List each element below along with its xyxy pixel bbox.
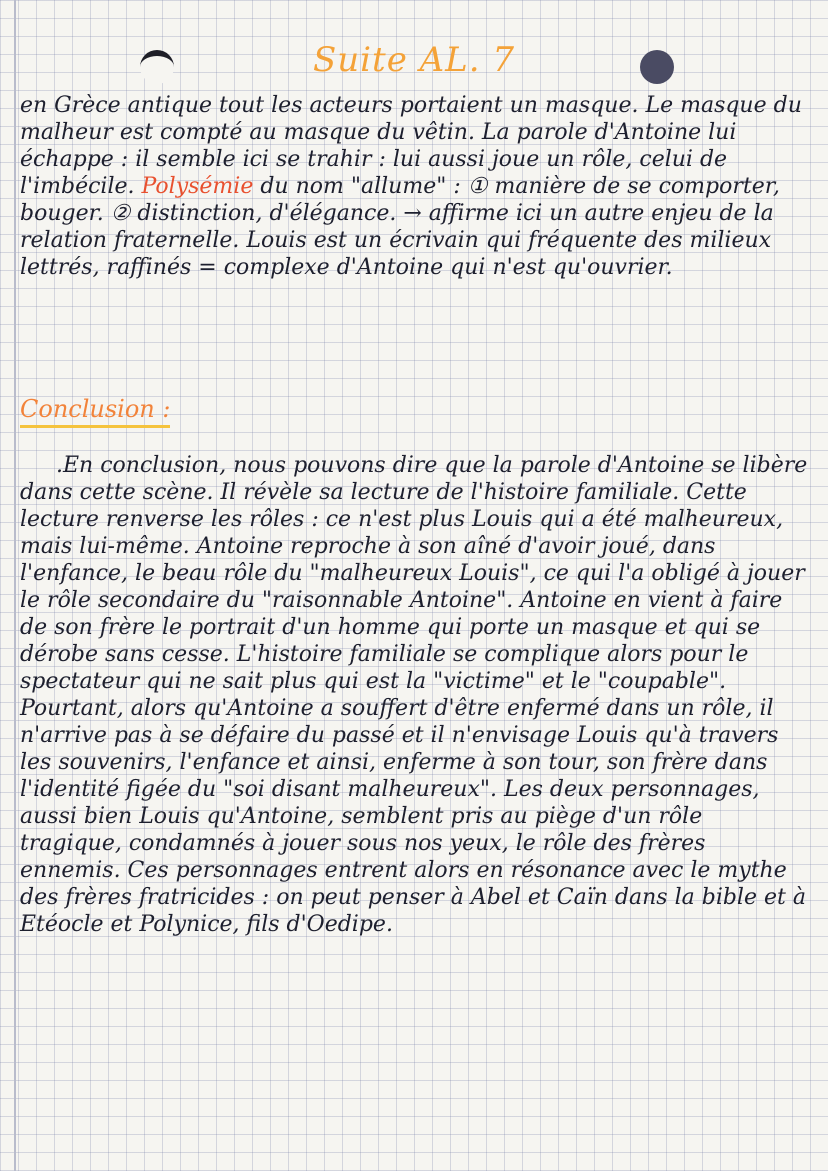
intro-text-part1: en Grèce antique tout les acteurs portaient un masque. Le masque du malheur est compté au masque du vêtin. La parole d'Antoine lui échappe : il semble ici se trahir : lui aussi joue un rôle, celui de l'imbécile. (20, 93, 802, 199)
highlight-word: Polysémie (141, 174, 254, 199)
page-title: Suite AL. 7 (312, 40, 516, 80)
conclusion-paragraph (20, 452, 810, 938)
conclusion-text: .En conclusion, nous pouvons dire que la parole d'Antoine se libère dans cette scène. Il révèle sa lecture de l'histoire familiale. Cette lecture renverse les rôles : ce n'est plus Louis qui a été malheureux, mais lui-même. Antoine reproche à son aîné d'avoir joué, dans l'enfance, le beau rôle du "malheureux Louis", ce qui l'a obligé à jouer le rôle secondaire du "raisonnable Antoine". Antoine en vient à faire de son frère le portrait d'un homme qui porte un masque et qui se dérobe sans cesse. L'histoire familiale se complique alors pour le spectateur qui ne sait plus qui est la "victime" et le "coupable". Pourtant, alors qu'Antoine a souffert d'être enfermé dans un rôle, il n'arrive pas à se défaire du passé et il n'envisage Louis qu'à travers les souvenirs, l'enfance et ainsi, enferme à son tour, son frère dans l'identité figée du "soi disant malheureux". Les deux personnages, aussi bien Louis qu'Antoine, semblent pris au piège d'un rôle tragique, condamnés à jouer sous nos yeux, le rôle des frères ennemis. Ces personnages entrent alors en résonance avec le mythe des frères fratricides : on peut penser à Abel et Caïn dans la bible et à Etéocle et Polynice, fils d'Oedipe. (20, 453, 808, 937)
conclusion-heading: Conclusion : (20, 395, 170, 428)
notebook-margin-line (14, 0, 16, 1171)
intro-text-part2: du nom "allume" : ① manière de se comporter, bouger. ② distinction, d'élégance. → affirme ici un autre enjeu de la relation fraternelle. Louis est un écrivain qui fréquente des milieux lettrés, raffinés = complexe d'Antoine qui n'est qu'ouvrier. (20, 174, 780, 280)
intro-paragraph (20, 92, 810, 281)
